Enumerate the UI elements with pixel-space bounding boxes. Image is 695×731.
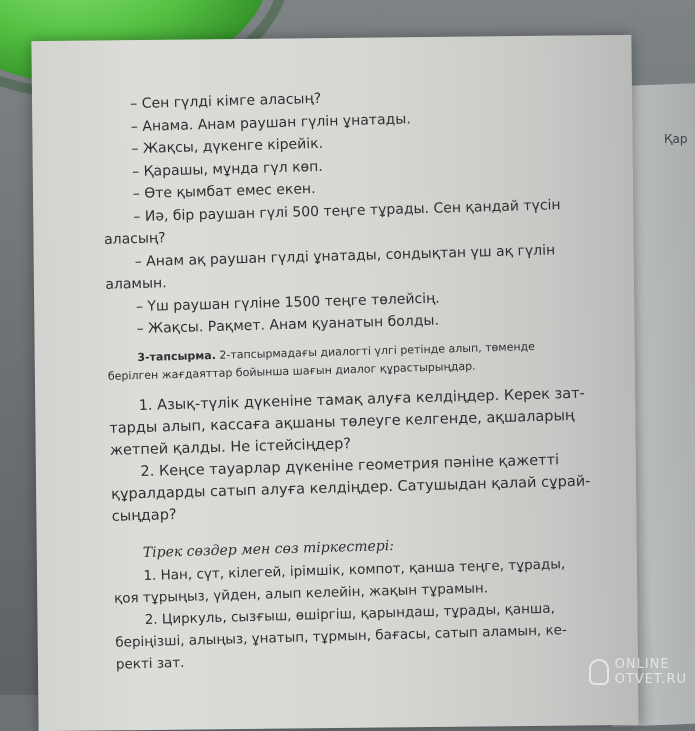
support-line: ректі зат. (115, 654, 185, 673)
dialogue-line: – Үш раушан гүліне 1500 теңге төлейсің. (135, 290, 440, 315)
support-line: 1. Нан, сүт, кілегей, ірімшік, компот, қанша теңге, тұрады, (143, 555, 566, 584)
situation-line: 1. Азық-түлік дүкеніне тамақ алуға келдіңдер. Керек зат- (138, 385, 586, 414)
lightbulb-icon (589, 659, 609, 685)
next-page-word: Қар (664, 132, 688, 146)
task-line: берілген жағдаяттар бойынша шағын диалог құрастырыңдар. (107, 359, 476, 383)
dialogue-line: – Қарашы, мұнда гүл көп. (131, 158, 323, 180)
situations (108, 380, 651, 527)
situation-line: құралдарды сатып алуға келдіңдер. Сатушыдан қалай сұрай- (110, 472, 591, 503)
situation-line: 2. Кеңсе тауарлар дүкеніне геометрия пәніне қажетті (140, 451, 560, 480)
dialogue-line: аламын. (105, 275, 167, 293)
watermark (589, 657, 687, 687)
dialogue-line: – Иә, бір раушан гүлі 500 теңге тұрады. Сен қандай түсін (133, 196, 561, 225)
support-heading: Тірек сөздер мен сөз тіркестері: (142, 537, 395, 561)
dialogue-line: – Анама. Анам раушан гүлін ұнатады. (130, 110, 411, 135)
support-line: қоя тұрыңыз, үйден, алып келейін, жақын тұрамын. (113, 579, 489, 607)
situation-line: сыңдар? (111, 506, 177, 525)
dialogue (100, 79, 647, 341)
page-text (100, 79, 656, 675)
watermark-line: OTVET.RU (614, 672, 687, 687)
dialogue-line: – Жақсы. Рақмет. Анам қуанатын болды. (136, 312, 440, 338)
task-title: 3-тапсырма. (137, 348, 217, 364)
situation-line: тарды алып, кассаға ақшаны төлеуге келгенде, ақшаларың (109, 407, 575, 437)
support-line: 2. Циркуль, сызғыш, өшіргіш, қарындаш, тұрады, қанша, (144, 600, 556, 628)
task-3 (107, 334, 648, 385)
dialogue-line: – Анам ақ раушан гүлді ұнатады, сондықтан үш ақ гүлін (134, 241, 556, 270)
dialogue-line: – Сен гүлді кімге аласың? (130, 90, 322, 113)
situation-line: жетпей қалды. Не істейсіңдер? (109, 435, 352, 459)
dialogue-line: – Өте қымбат емес екен. (132, 181, 316, 203)
task-text: 2-тапсырмадағы диалогті үлгі ретінде алып, төменде (215, 339, 536, 362)
watermark-line: ONLINE (614, 657, 670, 672)
support-line: беріңізші, алыңыз, ұнатып, тұрмын, бағасы, сатып аламын, ке- (115, 621, 568, 651)
support-words (112, 526, 656, 675)
dialogue-line: – Жақсы, дүкенге кірейік. (131, 135, 324, 158)
dialogue-line: аласың? (103, 230, 166, 248)
